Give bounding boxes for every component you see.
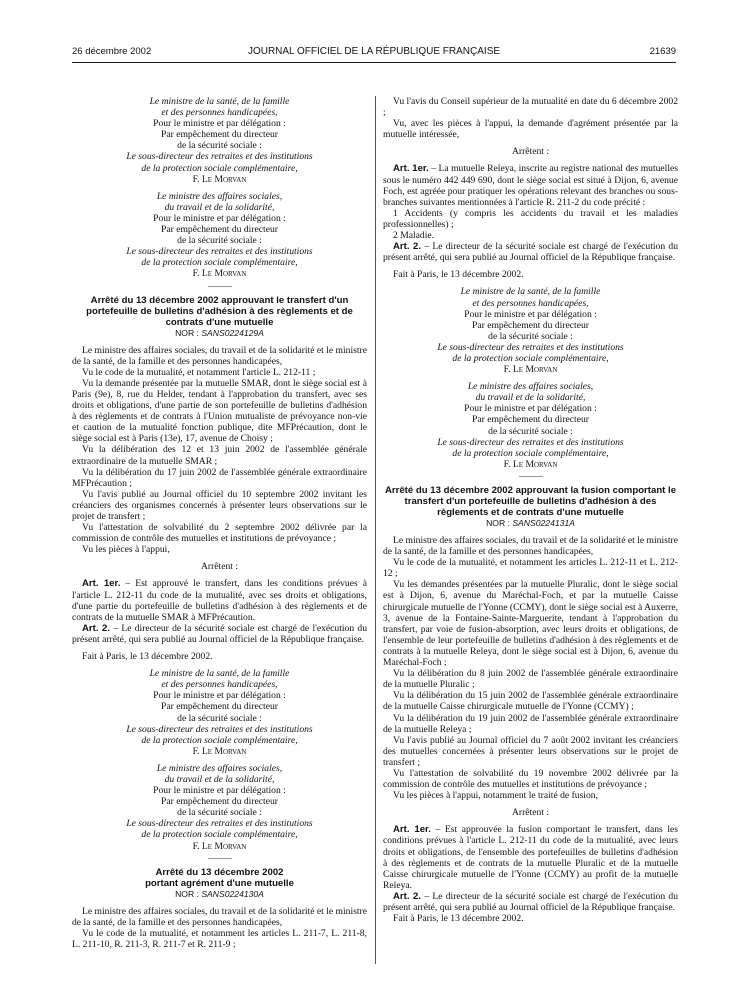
sig-line: de la sécurité sociale : xyxy=(488,425,573,437)
visa-paragraph: Vu la demande présentée par la mutuelle SMAR, dont le siège social est à Paris (9e), 8, rue du Helder, tendant à l'approbation du transfert, avec ses droits et obligations, d'une partie de son portefeuille de bulletins d'adhésion à des règlements et de contrats à l'Union mutualiste de prévoyance non-vie et caution de la mutualité fonction publique, dite MFPrécaution, dont le siège social est à Paris (13e), 17, avenue de Choisy ; xyxy=(72,377,367,445)
sig-name: F. Le Morvan xyxy=(192,268,247,280)
sig-line: du travail et de la solidarité, xyxy=(164,201,275,213)
branch-item: 2 Maladie. xyxy=(393,230,435,242)
visa-paragraph: Vu la délibération du 8 juin 2002 de l'assemblée générale extraordinaire de la mutuelle Pluralic ; xyxy=(383,668,678,691)
visa-paragraph: Vu le code de la mutualité, et notamment l'article L. 212-11 ; xyxy=(82,366,316,378)
visa-paragraph: Vu, avec les pièces à l'appui, la demande d'agrément présentée par la mutuelle intéressée, xyxy=(383,118,678,141)
visa-paragraph: Vu l'avis publié au Journal officiel du 10 septembre 2002 invitant les créanciers des organismes concernés à présenter leurs observations sur le projet de transfert ; xyxy=(72,488,367,522)
right-column xyxy=(383,96,678,924)
sig-line: de la protection sociale complémentaire, xyxy=(452,447,609,459)
sig-line: de la sécurité sociale : xyxy=(177,140,262,152)
page-header xyxy=(72,46,676,60)
article-2: Art. 2. – Le directeur de la sécurité sociale est chargé de l'exécution du présent arrêté, qui sera publié au Journal officiel de la République française. xyxy=(72,622,367,645)
signature-block-6 xyxy=(383,381,678,470)
sig-line: et des personnes handicapées, xyxy=(472,297,589,309)
sig-line: de la protection sociale complémentaire, xyxy=(141,829,298,841)
signature-block-5 xyxy=(383,286,678,375)
sig-line: Pour le ministre et par délégation : xyxy=(153,690,286,702)
fait-a-paris: Fait à Paris, le 13 décembre 2002. xyxy=(393,913,524,925)
visa-paragraph: Vu l'attestation de solvabilité du 19 novembre 2002 délivrée par la commission de contrôle des mutuelles et institutions de prévoyance ; xyxy=(383,767,678,791)
sig-line: Le sous-directeur des retraites et des institutions xyxy=(126,246,313,258)
sig-line: Par empêchement du directeur xyxy=(161,224,278,236)
arrete-title: Arrêté du 13 décembre 2002 approuvant le transfert d'un portefeuille de bulletins d'adhésion à des règlements et de contrats d'une mutuelle xyxy=(86,294,353,328)
left-column xyxy=(72,96,367,950)
header-rule xyxy=(72,62,676,63)
visa-paragraph: Vu la délibération du 19 juin 2002 de l'assemblée générale extraordinaire de la mutuelle Releya ; xyxy=(383,712,678,735)
preamble-paragraph: Le ministre des affaires sociales, du travail et de la solidarité et le ministre de la santé, de la famille et des personnes handicapées, xyxy=(72,344,367,367)
article-2: Art. 2. – Le directeur de la sécurité sociale est chargé de l'exécution du présent arrêté, qui sera publié au Journal officiel de la République française. xyxy=(383,890,678,913)
sig-line: Par empêchement du directeur xyxy=(472,414,589,426)
visa-paragraph: Vu la délibération du 15 juin 2002 de l'assemblée générale extraordinaire de la mutuelle Caisse chirurgicale mutuelle de l'Yonne (CCMY) ; xyxy=(383,690,678,713)
nor-reference: NOR : SANS0224129A xyxy=(175,327,264,338)
sig-name: F. Le Morvan xyxy=(503,458,558,470)
visa-paragraph: Vu l'avis du Conseil supérieur de la mutualité en date du 6 décembre 2002 ; xyxy=(383,96,678,119)
signature-block-1 xyxy=(72,96,367,185)
column-divider xyxy=(375,96,376,964)
signature-block-4 xyxy=(72,763,367,852)
sig-line: Pour le ministre et par délégation : xyxy=(153,785,286,797)
sig-line: Le sous-directeur des retraites et des institutions xyxy=(126,723,313,735)
sig-line: du travail et de la solidarité, xyxy=(475,392,586,404)
header-date: 26 décembre 2002 xyxy=(72,46,152,57)
sig-line: Le ministre de la santé, de la famille xyxy=(460,286,601,298)
sig-line: Le sous-directeur des retraites et des institutions xyxy=(437,341,624,353)
branch-item: 1 Accidents (y compris les accidents du travail et les maladies professionnelles) ; xyxy=(383,207,678,230)
sig-line: Pour le ministre et par délégation : xyxy=(464,403,597,415)
sig-line: Par empêchement du directeur xyxy=(161,796,278,808)
sig-line: de la protection sociale complémentaire, xyxy=(141,257,298,269)
sig-line: de la protection sociale complémentaire, xyxy=(452,352,609,364)
section-separator xyxy=(208,858,232,859)
sig-line: de la sécurité sociale : xyxy=(177,712,262,724)
sig-line: Le sous-directeur des retraites et des institutions xyxy=(126,151,313,163)
sig-name: F. Le Morvan xyxy=(192,173,247,185)
arretent-label: Arrêtent : xyxy=(511,146,550,158)
arrete-title: portant agrément d'une mutuelle xyxy=(145,877,294,889)
sig-line: Le ministre de la santé, de la famille xyxy=(149,96,290,107)
sig-line: Le ministre de la santé, de la famille xyxy=(149,668,290,680)
sig-line: de la sécurité sociale : xyxy=(177,807,262,819)
sig-line: Pour le ministre et par délégation : xyxy=(153,118,286,130)
sig-name: F. Le Morvan xyxy=(503,364,558,376)
visa-paragraph: Vu la délibération du 17 juin 2002 de l'assemblée générale extraordinaire MFPrécaution ; xyxy=(72,466,367,489)
sig-line: de la sécurité sociale : xyxy=(177,235,262,247)
visa-paragraph: Vu l'attestation de solvabilité du 2 septembre 2002 délivrée par la commission de contrôle des mutuelles et institutions de prévoyance ; xyxy=(72,522,367,545)
sig-line: Le ministre des affaires sociales, xyxy=(467,381,594,393)
sig-line: Le ministre des affaires sociales, xyxy=(156,762,283,774)
fait-a-paris: Fait à Paris, le 13 décembre 2002. xyxy=(393,269,524,281)
sig-line: Pour le ministre et par délégation : xyxy=(153,212,286,224)
sig-line: Par empêchement du directeur xyxy=(161,701,278,713)
signature-block-3 xyxy=(72,668,367,757)
visa-paragraph: Vu le code de la mutualité, et notamment les articles L. 211-7, L. 211-8, L. 211-10, R. 211-3, R. 211-7 et R. 211-9 ; xyxy=(72,927,367,950)
section-separator xyxy=(208,286,232,287)
sig-line: de la protection sociale complémentaire, xyxy=(141,734,298,746)
arrete-title: Arrêté du 13 décembre 2002 xyxy=(155,866,284,878)
arretent-label: Arrêtent : xyxy=(511,807,550,819)
page-number: 21639 xyxy=(649,46,676,57)
fait-a-paris: Fait à Paris, le 13 décembre 2002. xyxy=(82,651,213,663)
sig-line: Le ministre des affaires sociales, xyxy=(156,190,283,202)
sig-line: de la sécurité sociale : xyxy=(488,330,573,342)
visa-paragraph: Vu les pièces à l'appui, xyxy=(82,544,170,556)
sig-line: du travail et de la solidarité, xyxy=(164,773,275,785)
sig-line: Pour le ministre et par délégation : xyxy=(464,308,597,320)
article-1: Art. 1er. – Est approuvée la fusion comportant le transfert, dans les conditions prévues à l'article L. 212-11 du code de la mutualité, avec leurs droits et obligations, de l'ensemble des portefeuilles de bulletins d'adhésion à des règlements et de contrats de la mutuelle Pluralic et de la mutuelle Caisse chirurgicale mutuelle de l'Yonne (CCMY) au profit de la mutuelle Releya. xyxy=(383,824,679,891)
article-2: Art. 2. – Le directeur de la sécurité sociale est chargé de l'exécution du présent arrêté, qui sera publié au Journal officiel de la République française. xyxy=(383,241,678,264)
arrete-title: Arrêté du 13 décembre 2002 approuvant la fusion comportant le transfert d'un portefeuille de bulletins d'adhésion à des règlements et de contrats d'une mutuelle xyxy=(384,484,677,518)
sig-line: et des personnes handicapées, xyxy=(161,679,278,691)
visa-paragraph: Vu l'avis publié au Journal officiel du 7 août 2002 invitant les créanciers des mutuelles concernées à présenter leurs observations sur le projet de transfert ; xyxy=(383,734,678,768)
sig-line: et des personnes handicapées, xyxy=(161,107,278,119)
visa-paragraph: Vu la délibération des 12 et 13 juin 2002 de l'assemblée générale extraordinaire de la mutuelle SMAR ; xyxy=(72,444,367,467)
visa-paragraph: Vu les pièces à l'appui, notamment le traité de fusion, xyxy=(393,790,598,802)
sig-line: Le sous-directeur des retraites et des institutions xyxy=(437,436,624,448)
visa-paragraph: Vu les demandes présentées par la mutuelle Pluralic, dont le siège social est à Dijon, 6, avenue du Maréchal-Foch, et par la mutuelle Caisse chirurgicale mutuelle de l'Yonne (CCMY), dont le siège social est à Auxerre, 3, avenue de la Fontaine-Sainte-Marguerite, tendant à l'approbation du transfert, par voie de fusion-absorption, avec leurs droits et obligations, de l'ensemble de leur portefeuille de bulletins d'adhésion à des règlements et de contrats à la mutuelle Releya, dont le siège social est à Dijon, 6, avenue du Maréchal-Foch ; xyxy=(383,579,678,669)
sig-line: Par empêchement du directeur xyxy=(161,129,278,141)
journal-title: JOURNAL OFFICIEL DE LA RÉPUBLIQUE FRANÇAISE xyxy=(247,46,501,57)
signature-block-2 xyxy=(72,191,367,280)
section-separator xyxy=(519,476,543,477)
sig-name: F. Le Morvan xyxy=(192,840,247,852)
preamble-paragraph: Le ministre des affaires sociales, du travail et de la solidarité et le ministre de la santé, de la famille et des personnes handicapées, xyxy=(383,535,678,558)
visa-paragraph: Vu le code de la mutualité, et notamment les articles L. 212-11 et L. 212-12 ; xyxy=(383,557,678,580)
nor-reference: NOR : SANS0224131A xyxy=(486,517,575,528)
nor-reference: NOR : SANS0224130A xyxy=(175,888,264,899)
article-1: Art. 1er. – Est approuvé le transfert, dans les conditions prévues à l'article L. 212-11 du code de la mutualité, avec ses droits et obligations, d'une partie du portefeuille de bulletins d'adhésion à des règlements et de contrats de la mutuelle SMAR à MFPrécaution. xyxy=(72,578,367,623)
sig-name: F. Le Morvan xyxy=(192,745,247,757)
sig-line: Le sous-directeur des retraites et des institutions xyxy=(126,818,313,830)
sig-line: de la protection sociale complémentaire, xyxy=(141,162,298,174)
arretent-label: Arrêtent : xyxy=(200,561,239,573)
preamble-paragraph: Le ministre des affaires sociales, du travail et de la solidarité et le ministre de la santé, de la famille et des personnes handicapées, xyxy=(72,905,367,928)
sig-line: Par empêchement du directeur xyxy=(472,319,589,331)
article-1: Art. 1er. – La mutuelle Releya, inscrite au registre national des mutuelles sous le numéro 442 449 690, dont le siège social est situé à Dijon, 6, avenue Foch, est agréée pour pratiquer les opérations relevant des branches ou sous-branches suivantes mentionnées à l'article R. 211-2 du code précité : xyxy=(383,163,678,208)
